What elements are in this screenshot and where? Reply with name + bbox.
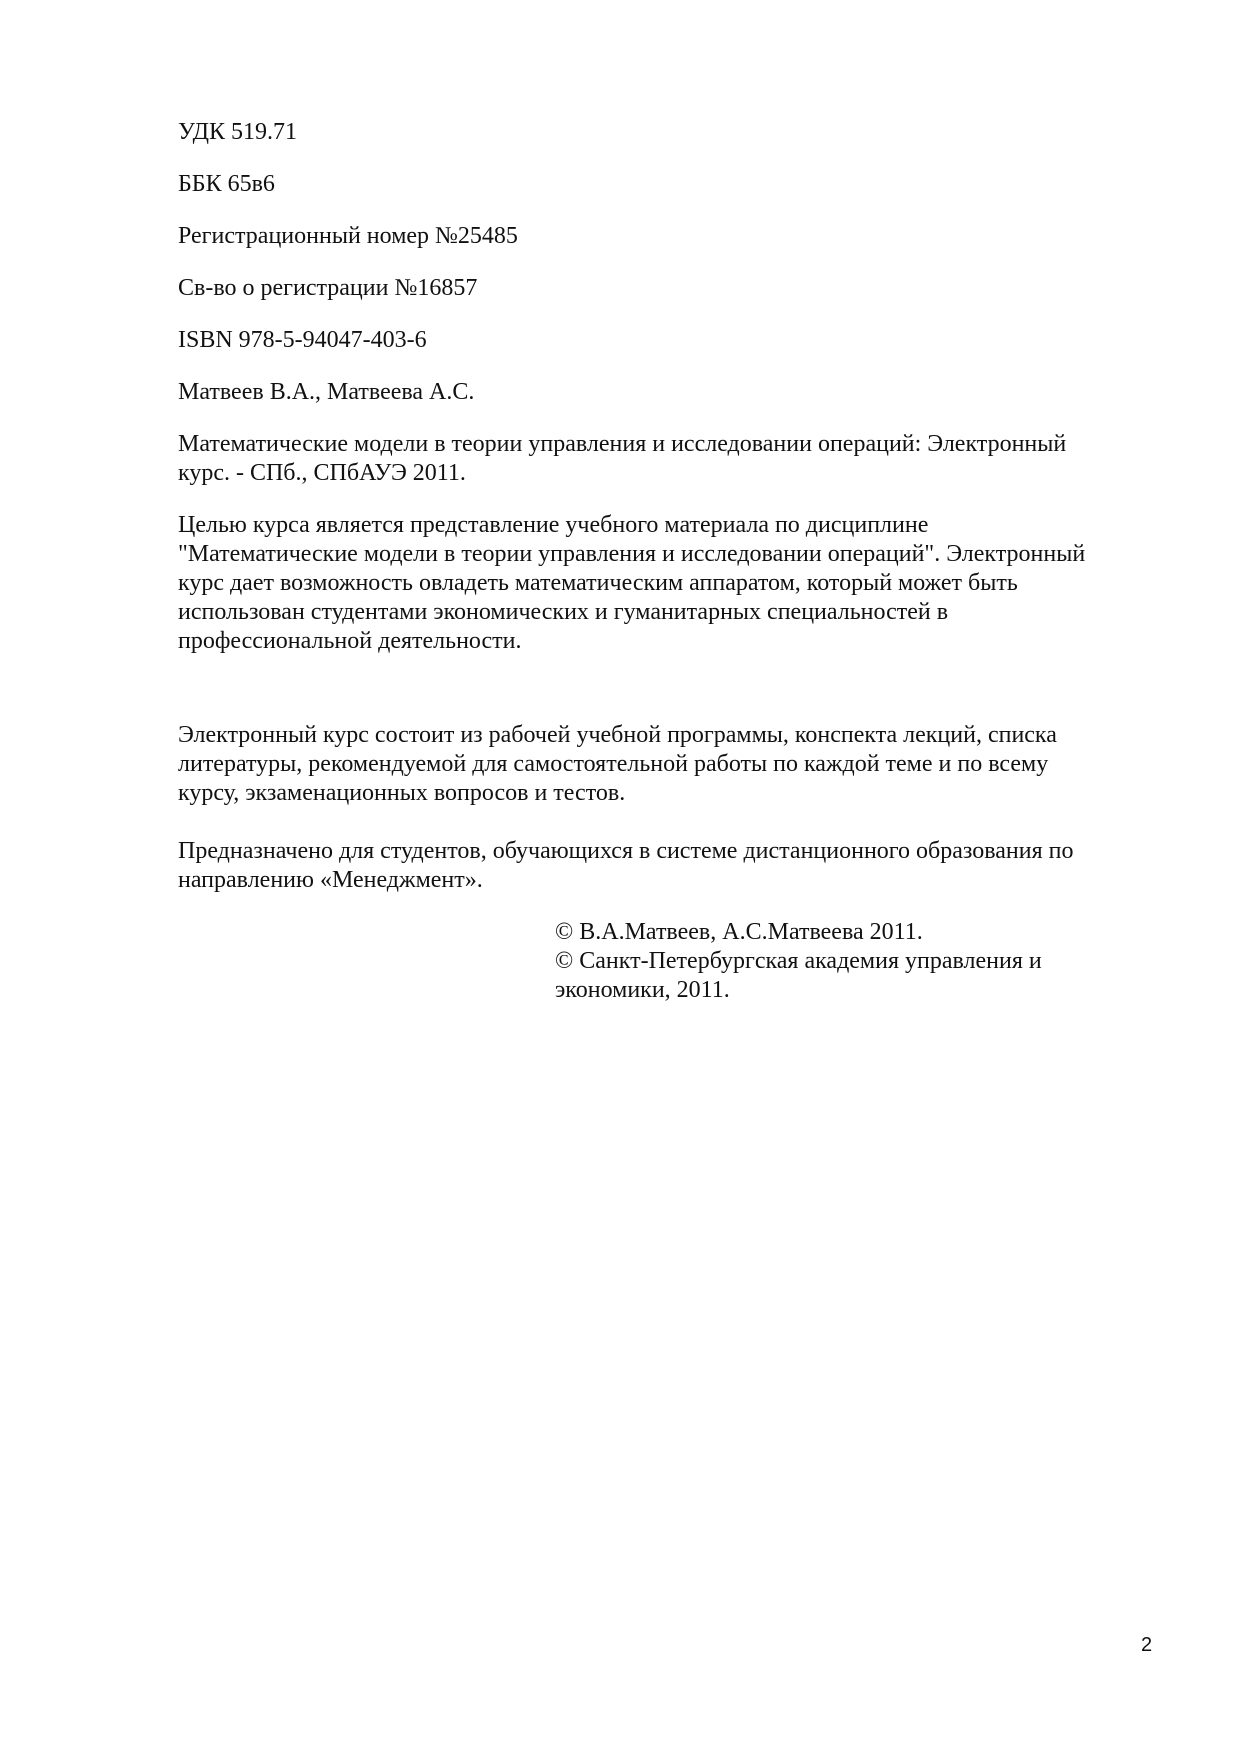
isbn: ISBN 978-5-94047-403-6 xyxy=(178,327,427,353)
course-title-line: Математические модели в теории управления и исследовании операций: Электронный xyxy=(178,431,1067,457)
copyright-line: © Санкт-Петербургская академия управления и xyxy=(555,948,1042,974)
contents-line: литературы, рекомендуемой для самостоятельной работы по каждой теме и по всему xyxy=(178,751,1049,777)
copyright-line: © В.А.Матвеев, А.С.Матвеева 2011. xyxy=(555,919,923,945)
purpose-paragraph xyxy=(178,511,1138,656)
bbk-code: ББК 65в6 xyxy=(178,171,275,197)
course-title-line: курс. - СПб., СПбАУЭ 2011. xyxy=(178,460,466,486)
purpose-line: курс дает возможность овладеть математическим аппаратом, который может быть xyxy=(178,570,1018,596)
registration-certificate: Св-во о регистрации №16857 xyxy=(178,275,478,301)
page-number: 2 xyxy=(1141,1634,1153,1656)
purpose-line: Целью курса является представление учебного материала по дисциплине xyxy=(178,512,929,538)
registration-number: Регистрационный номер №25485 xyxy=(178,223,518,249)
copyright-line: экономики, 2011. xyxy=(555,977,730,1003)
udk-code: УДК 519.71 xyxy=(178,119,297,145)
audience-line: Предназначено для студентов, обучающихся в системе дистанционного образования по xyxy=(178,838,1074,864)
contents-line: курсу, экзаменационных вопросов и тестов. xyxy=(178,780,626,806)
copyright-block xyxy=(555,918,1115,1005)
audience-line: направлению «Менеджмент». xyxy=(178,867,483,893)
purpose-line: "Математические модели в теории управления и исследовании операций". Электронный xyxy=(178,541,1086,567)
course-title-paragraph xyxy=(178,430,1138,488)
purpose-line: использован студентами экономических и гуманитарных специальностей в xyxy=(178,599,949,625)
authors: Матвеев В.А., Матвеева А.С. xyxy=(178,379,475,405)
contents-paragraph xyxy=(178,721,1138,808)
audience-paragraph xyxy=(178,837,1138,895)
purpose-line: профессиональной деятельности. xyxy=(178,628,522,654)
contents-line: Электронный курс состоит из рабочей учебной программы, конспекта лекций, списка xyxy=(178,722,1057,748)
